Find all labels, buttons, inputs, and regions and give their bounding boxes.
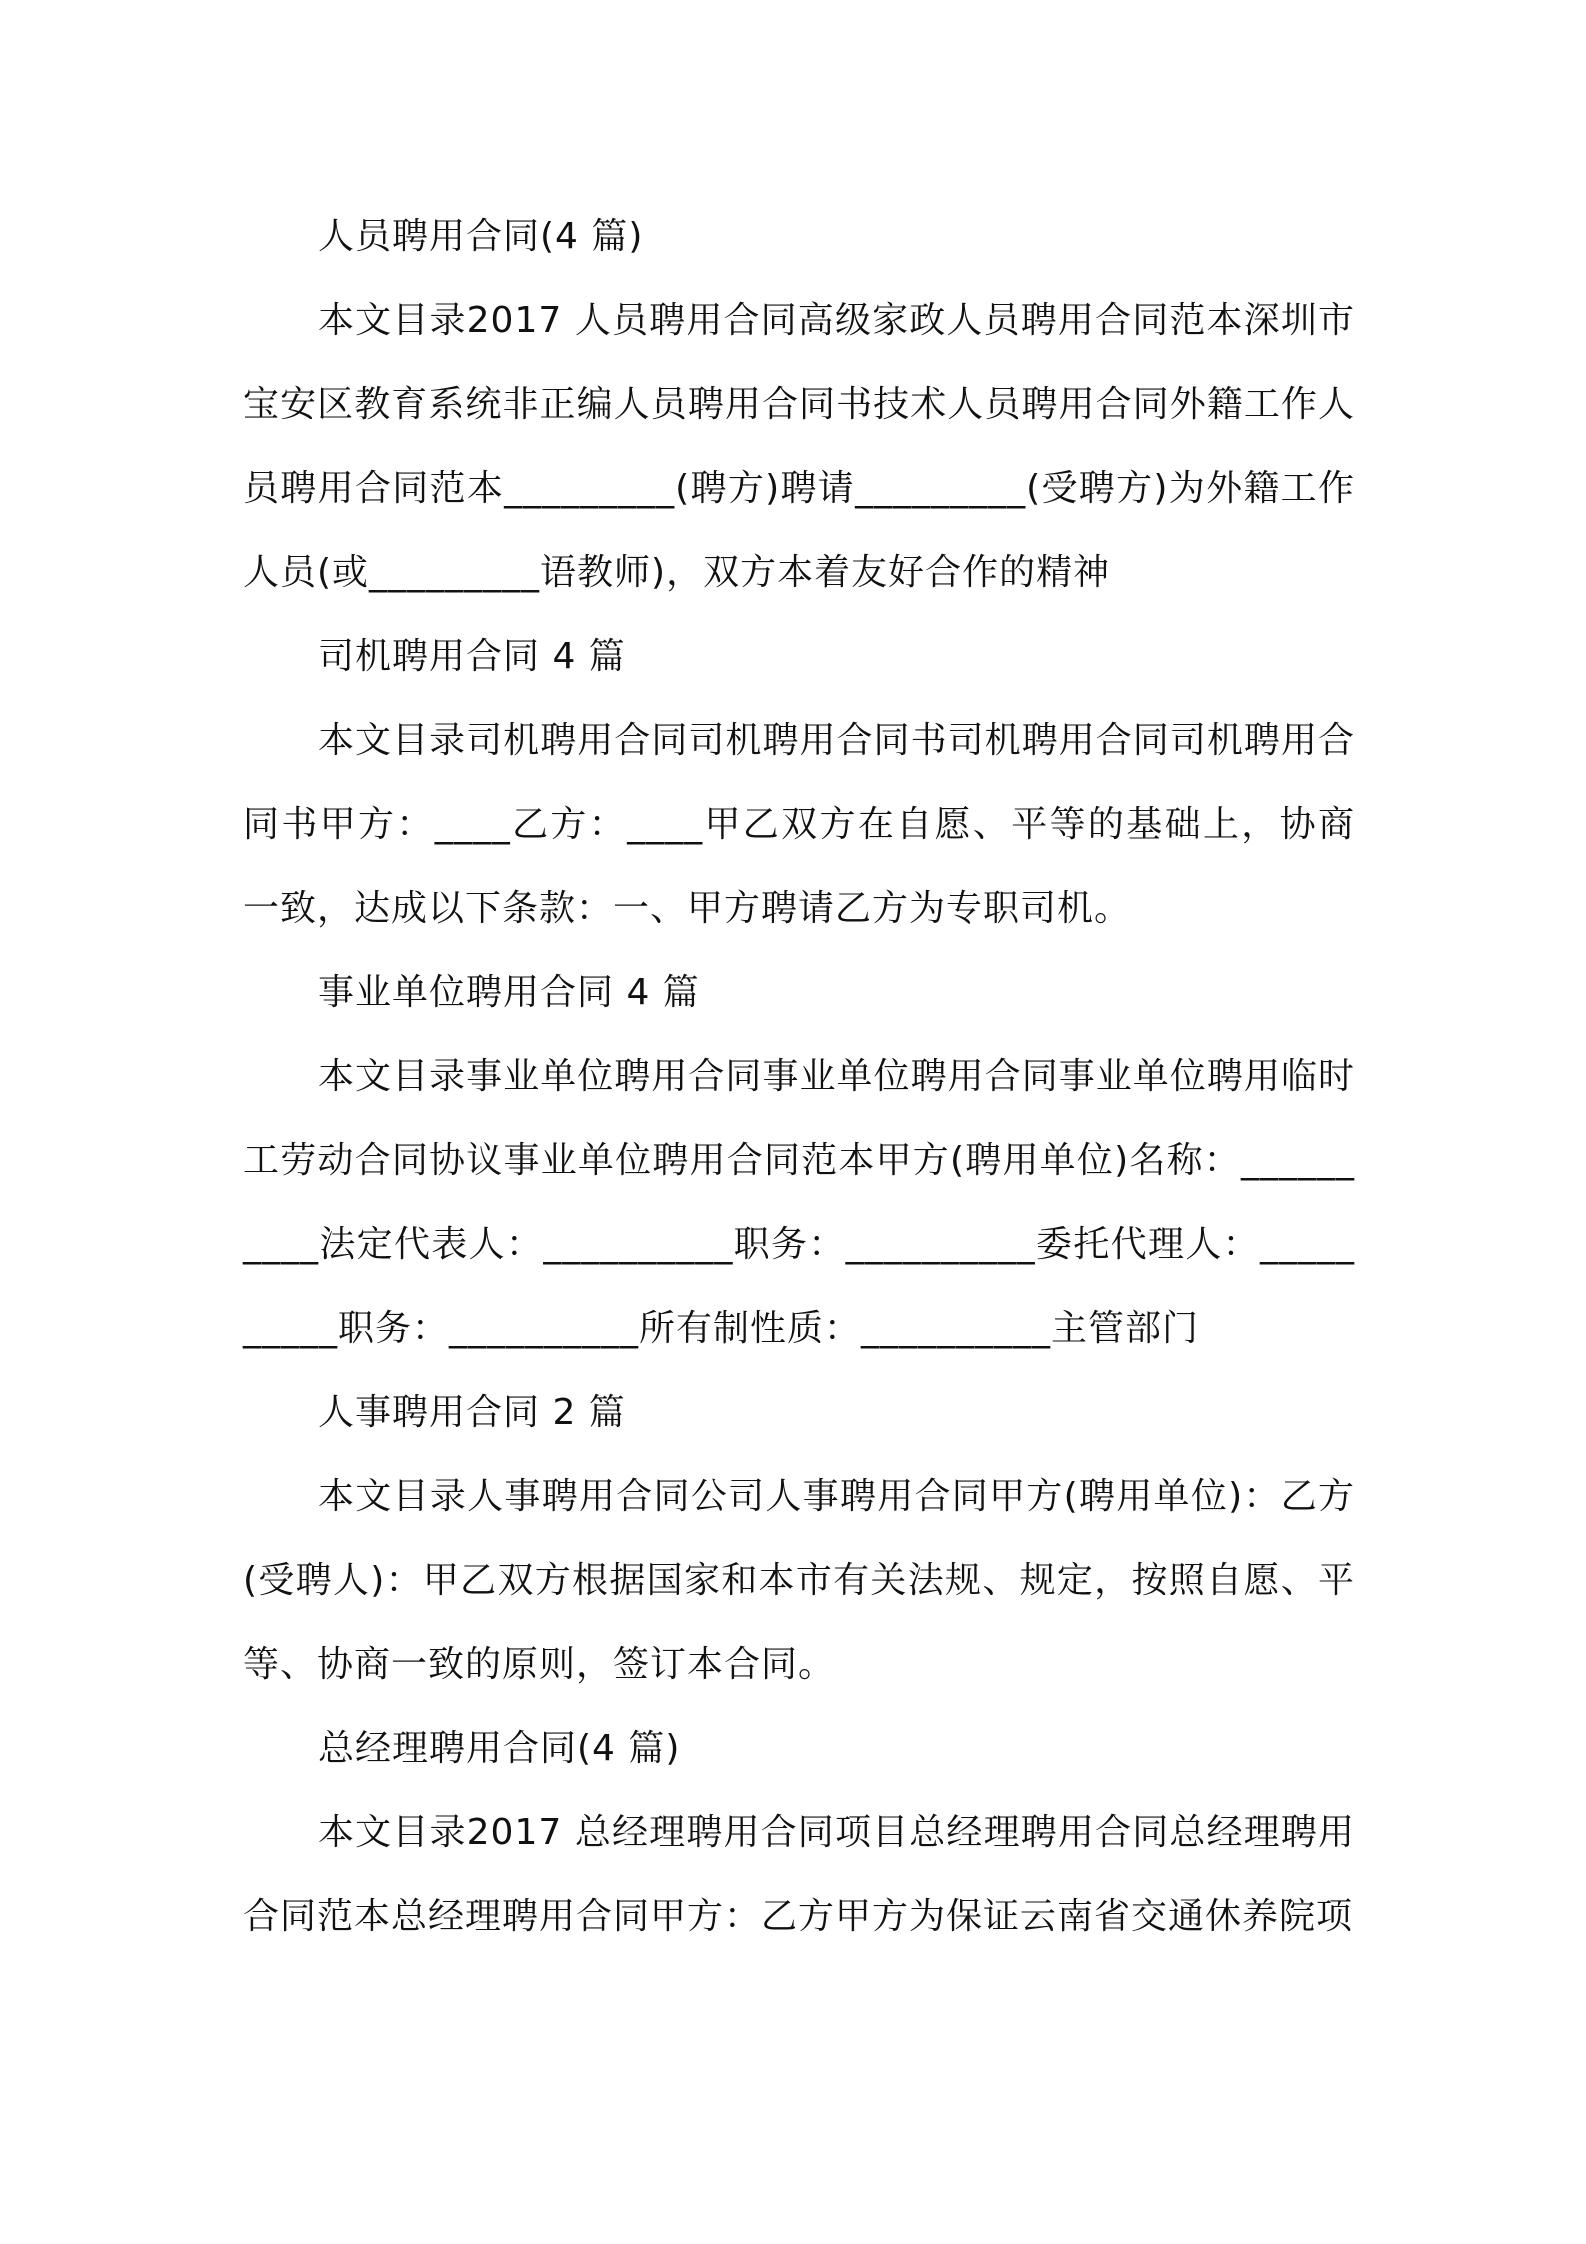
section-body: 本文目录事业单位聘用合同事业单位聘用合同事业单位聘用临时工劳动合同协议事业单位聘用合同范本甲方(聘用单位)名称：__________法定代表人：__________职务：__________委托代理人：__________职务：__________所有制性质：__________主管部门 <box>243 1056 1355 1349</box>
section-body: 本文目录2017 总经理聘用合同项目总经理聘用合同总经理聘用合同范本总经理聘用合同甲方：乙方甲方为保证云南省交通休养院项 <box>243 1812 1355 1937</box>
section-title: 司机聘用合同 4 篇 <box>318 636 626 677</box>
section-body: 本文目录2017 人员聘用合同高级家政人员聘用合同范本深圳市宝安区教育系统非正编人员聘用合同书技术人员聘用合同外籍工作人员聘用合同范本_________(聘方)聘请_________(受聘方)为外籍工作人员(或_________语教师)，双方本着友好合作的精神 <box>243 300 1355 593</box>
section-title: 事业单位聘用合同 4 篇 <box>318 972 700 1013</box>
section-title: 人员聘用合同(4 篇) <box>318 216 644 257</box>
section-title: 人事聘用合同 2 篇 <box>318 1392 626 1433</box>
section-body: 本文目录司机聘用合同司机聘用合同书司机聘用合同司机聘用合同书甲方：____乙方：____甲乙双方在自愿、平等的基础上，协商一致，达成以下条款：一、甲方聘请乙方为专职司机。 <box>243 720 1355 929</box>
section-body: 本文目录人事聘用合同公司人事聘用合同甲方(聘用单位)：乙方(受聘人)：甲乙双方根据国家和本市有关法规、规定，按照自愿、平等、协商一致的原则，签订本合同。 <box>243 1476 1355 1685</box>
section-title: 总经理聘用合同(4 篇) <box>318 1728 681 1769</box>
document-content <box>243 195 1355 1959</box>
